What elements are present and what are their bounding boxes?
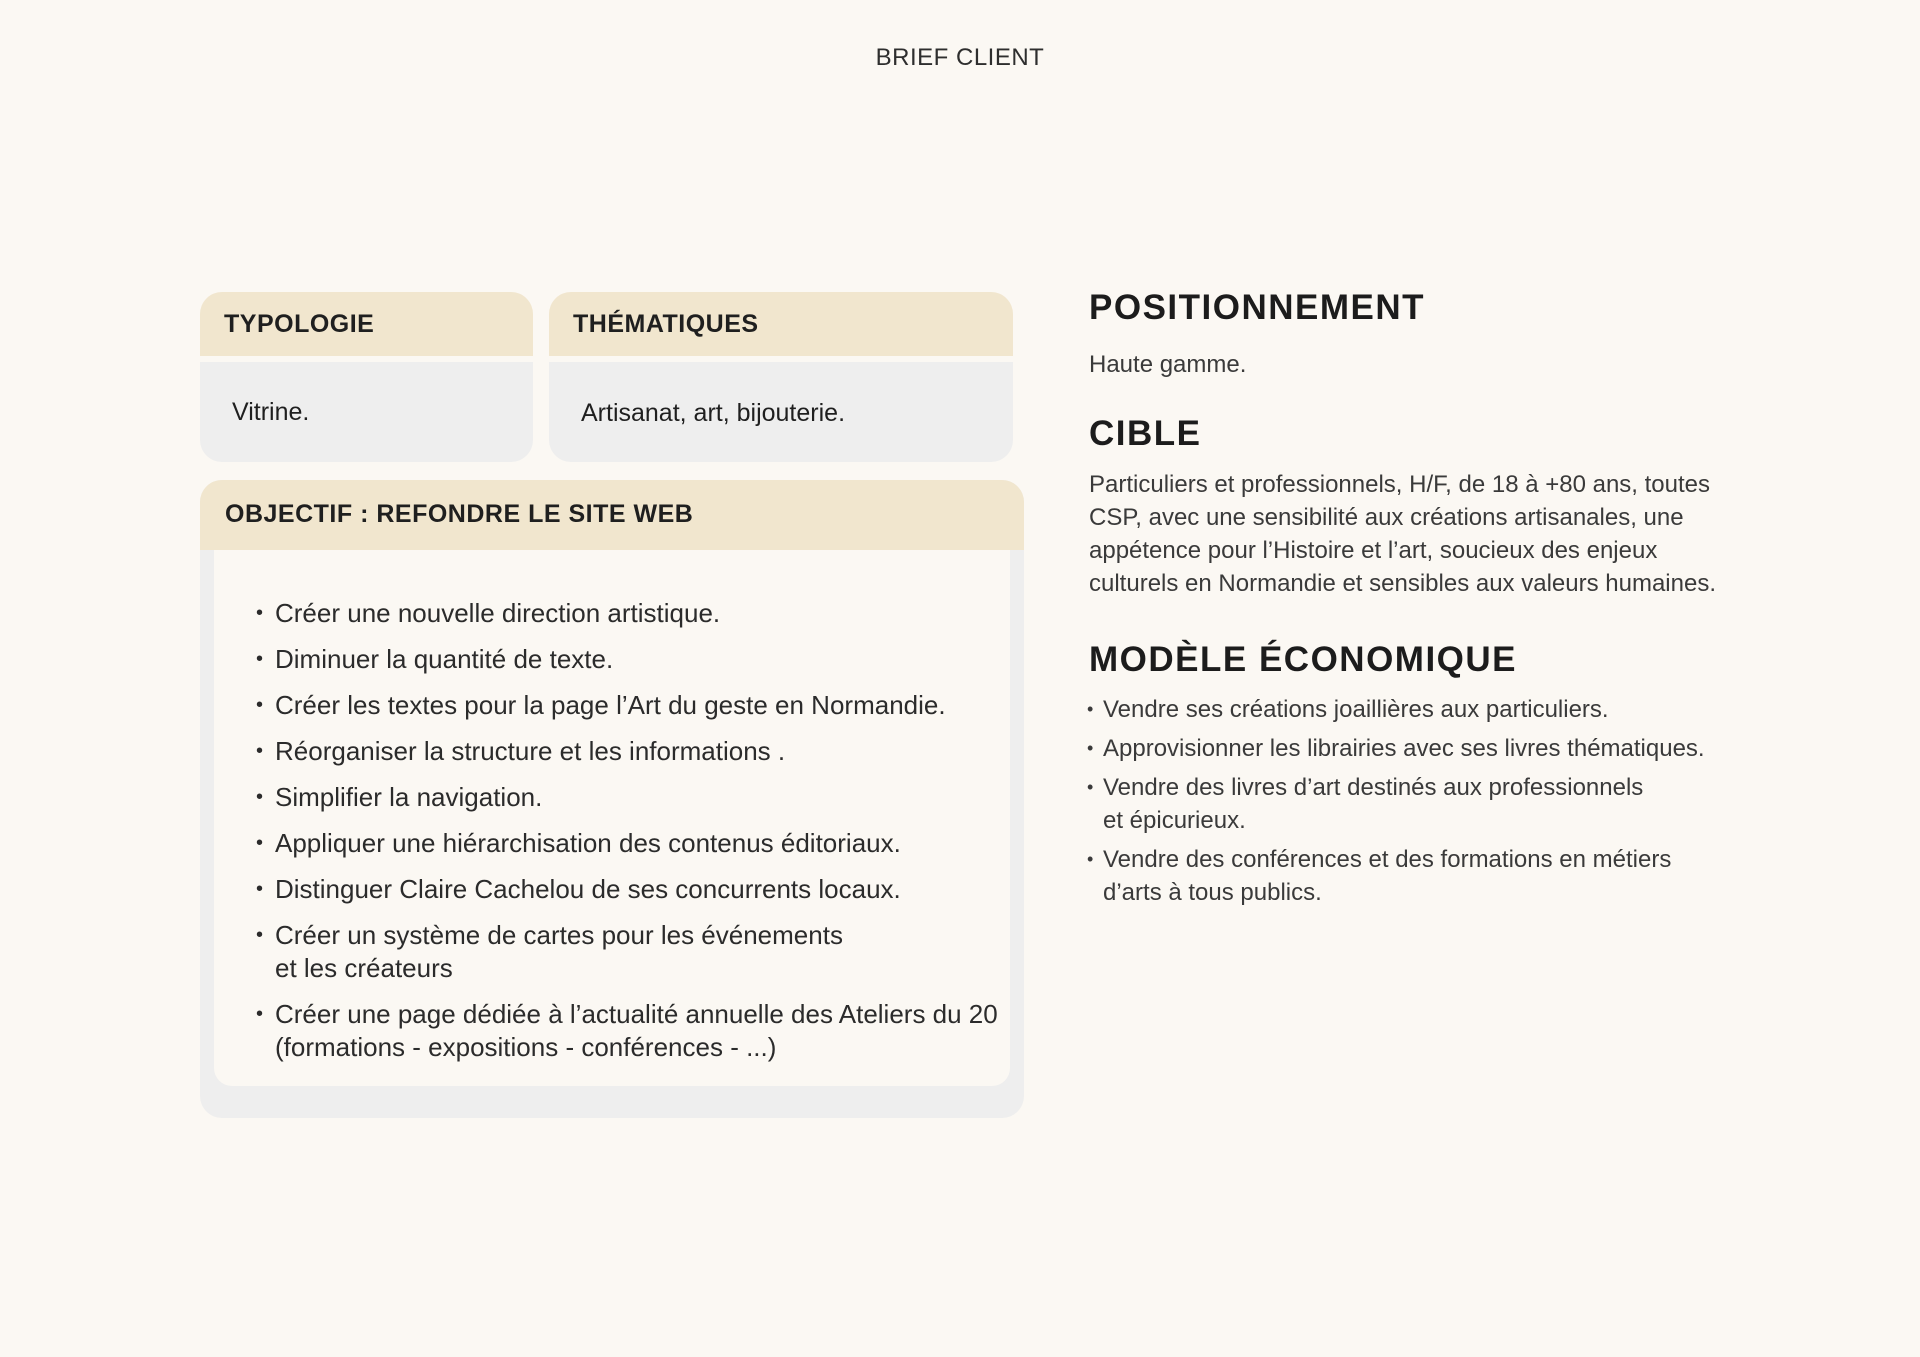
objectif-content	[214, 550, 1010, 1086]
objectif-item-text: Créer les textes pour la page l’Art du geste en Normandie.	[275, 690, 946, 720]
modele-item	[1087, 843, 1747, 909]
objectif-item-text: Créer une nouvelle direction artistique.	[275, 598, 721, 628]
objectif-item	[256, 919, 1010, 985]
thematiques-title: THÉMATIQUES	[549, 292, 1013, 362]
typologie-title: TYPOLOGIE	[200, 292, 533, 362]
bullet-icon: •	[256, 878, 264, 900]
bullet-icon: •	[256, 602, 264, 624]
modele-item-text: Vendre ses créations joaillières aux particuliers.	[1103, 696, 1609, 723]
objectif-card	[200, 480, 1024, 1118]
bullet-icon: •	[1087, 738, 1094, 758]
modele-item-text: Vendre des conférences et des formations en métiers d’arts à tous publics.	[1103, 846, 1672, 906]
objectif-item	[256, 998, 1010, 1064]
modele-list	[1087, 693, 1747, 915]
objectif-item-text: Simplifier la navigation.	[275, 782, 543, 812]
objectif-item-text: Diminuer la quantité de texte.	[275, 644, 614, 674]
bullet-icon: •	[1087, 777, 1094, 797]
bullet-icon: •	[256, 694, 264, 716]
modele-item-text: Approvisionner les librairies avec ses livres thématiques.	[1103, 735, 1705, 762]
bullet-icon: •	[256, 740, 264, 762]
bullet-icon: •	[1087, 699, 1094, 719]
bullet-icon: •	[256, 648, 264, 670]
objectif-item	[256, 827, 1010, 860]
objectif-item	[256, 597, 1010, 630]
bullet-icon: •	[256, 1003, 264, 1025]
thematiques-card	[549, 292, 1013, 462]
positionnement-text: Haute gamme.	[1089, 351, 1247, 378]
bullet-icon: •	[1087, 849, 1094, 869]
objectif-item	[256, 735, 1010, 768]
objectif-item-text: Créer une page dédiée à l’actualité annuelle des Ateliers du 20 (formations - expositions - conférences - ...)	[275, 999, 998, 1062]
objectif-item	[256, 781, 1010, 814]
modele-item	[1087, 693, 1747, 726]
bullet-icon: •	[256, 924, 264, 946]
modele-item-text: Vendre des livres d’art destinés aux professionnels et épicurieux.	[1103, 774, 1644, 834]
typologie-card	[200, 292, 533, 462]
objectif-item-text: Distinguer Claire Cachelou de ses concurrents locaux.	[275, 874, 901, 904]
positionnement-title: POSITIONNEMENT	[1089, 288, 1426, 327]
modele-item	[1087, 771, 1747, 837]
modele-item	[1087, 732, 1747, 765]
objectif-item	[256, 689, 1010, 722]
objectif-list	[214, 550, 1010, 1064]
page-header: BRIEF CLIENT	[875, 44, 1045, 71]
modele-title: MODÈLE ÉCONOMIQUE	[1089, 640, 1518, 679]
objectif-item-text: Réorganiser la structure et les informations .	[275, 736, 786, 766]
bullet-icon: •	[256, 832, 264, 854]
cible-title: CIBLE	[1089, 414, 1202, 453]
objectif-item-text: Appliquer une hiérarchisation des contenus éditoriaux.	[275, 828, 901, 858]
bullet-icon: •	[256, 786, 264, 808]
objectif-item-text: Créer un système de cartes pour les événements et les créateurs	[275, 920, 843, 983]
objectif-item	[256, 873, 1010, 906]
cible-text: Particuliers et professionnels, H/F, de 18 à +80 ans, toutes CSP, avec une sensibilité aux créations artisanales, une appétence pour l’Histoire et l’art, soucieux des enjeux culturels en Normandie et sensibles aux valeurs humaines.	[1089, 471, 1716, 597]
objectif-item	[256, 643, 1010, 676]
typologie-value: Vitrine.	[200, 362, 533, 462]
thematiques-value: Artisanat, art, bijouterie.	[549, 362, 1013, 462]
objectif-title: OBJECTIF : REFONDRE LE SITE WEB	[200, 480, 1024, 550]
